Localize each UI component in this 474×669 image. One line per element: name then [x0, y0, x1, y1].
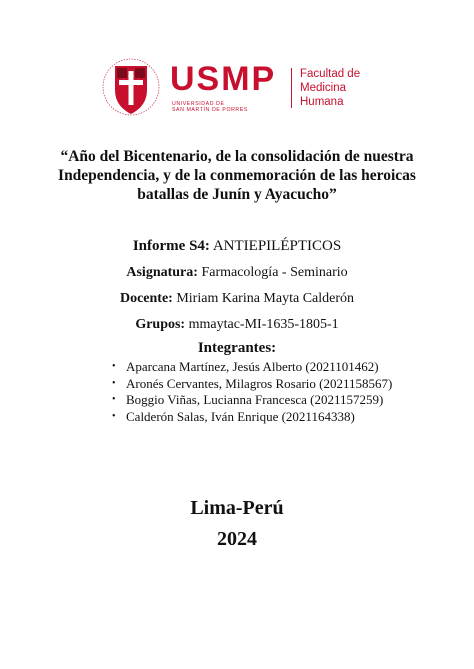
grupos-label: Grupos: [135, 317, 186, 332]
member-name: Aronés Cervantes, Milagros Rosario (2021158567) [126, 375, 393, 391]
bullet-icon: • [112, 394, 116, 405]
usmp-wordmark [170, 62, 280, 118]
list-item [110, 409, 392, 426]
city-country: Lima-Perú [190, 497, 284, 519]
faculty-line2: Medicina [300, 82, 347, 94]
brand-subtitle-line2: SAN MARTÍN DE PORRES [172, 107, 248, 113]
year: 2024 [217, 528, 257, 550]
informe-value: ANTIEPILÉPTICOS [209, 238, 342, 254]
brand-name: USMP [170, 60, 277, 98]
bullet-icon: • [112, 361, 116, 372]
report-title [0, 237, 474, 255]
header-divider [291, 68, 292, 108]
groups-line [0, 316, 474, 334]
faculty-name [300, 67, 360, 109]
docente-value: Miriam Karina Mayta Calderón [172, 291, 355, 306]
asignatura-value: Farmacología - Seminario [197, 265, 348, 280]
members-heading: Integrantes: [197, 340, 277, 356]
motto-line2: Independencia, y de la conmemoración de las heroicas [58, 167, 416, 184]
list-item [110, 392, 392, 409]
year-motto [40, 147, 434, 204]
member-name: Aparcana Martínez, Jesús Alberto (2021101462) [126, 359, 379, 374]
university-seal-icon [100, 54, 162, 120]
subject-line [0, 264, 474, 282]
members-list [110, 359, 392, 425]
bullet-icon: • [112, 410, 116, 422]
university-header [100, 54, 400, 122]
docente-label: Docente: [119, 291, 173, 306]
list-item [110, 376, 392, 393]
faculty-line1: Facultad de [300, 68, 361, 80]
faculty-line3: Humana [300, 96, 344, 108]
bullet-icon: • [112, 377, 116, 389]
informe-label: Informe S4: [132, 238, 210, 254]
brand-subtitle-line1: UNIVERSIDAD DE [172, 101, 225, 107]
motto-line3: batallas de Junín y Ayacucho” [137, 186, 337, 203]
teacher-line [0, 290, 474, 308]
asignatura-label: Asignatura: [126, 265, 198, 280]
member-name: Calderón Salas, Iván Enrique (2021164338) [126, 408, 355, 424]
grupos-value: mmaytac-MI-1635-1805-1 [185, 317, 339, 332]
member-name: Boggio Viñas, Lucianna Francesca (2021157259) [126, 392, 384, 407]
motto-line1: “Año del Bicentenario, de la consolidación de nuestra [60, 148, 414, 165]
list-item [110, 359, 392, 376]
